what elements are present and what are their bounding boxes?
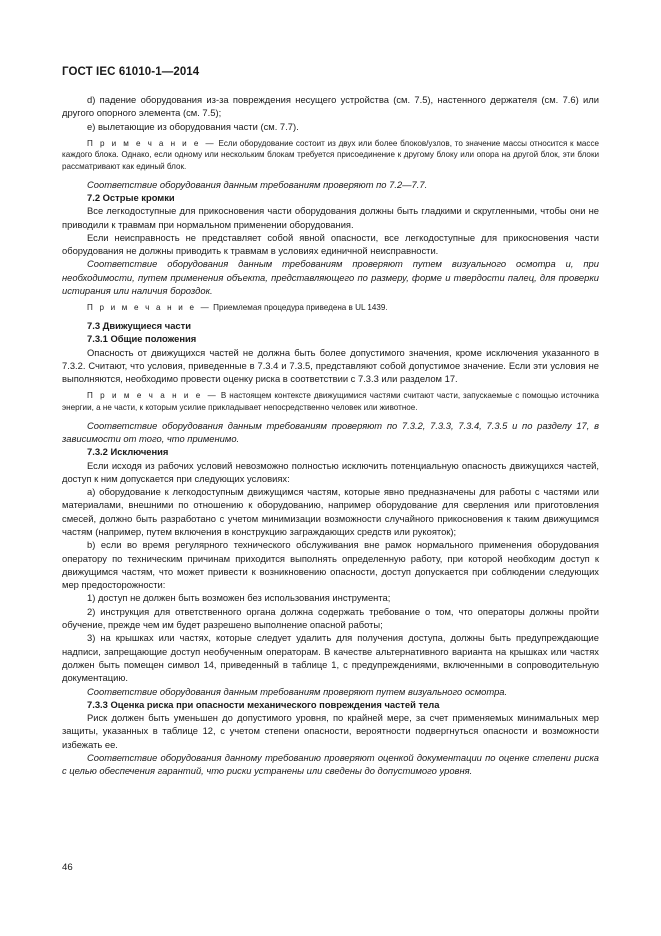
- list-item-b: b) если во время регулярного технического обслуживания вне рамок нормального применения оборудования оператору по техническим причинам приходится выполнять определенную работу, при которой необходим доступ к движущимся частям, что может привести к возникновению опасности, доступ допускается при соблюдении следующих мер предосторожности:: [62, 539, 599, 591]
- compliance-statement: Соответствие оборудования данным требованиям проверяют по 7.2—7.7.: [87, 178, 428, 190]
- note-2: [62, 302, 599, 314]
- page-number: 46: [62, 862, 73, 873]
- note-text: Если оборудование состоит из двух или более блоков/узлов, то значение массы относится к массе каждого блока. Однако, если одному или нескольким блокам требуется присоединение к другому блоку или опора на другой блок, эти блоки рассматривают как единый блок.: [62, 138, 599, 172]
- paragraph: Опасность от движущихся частей не должна быть более допустимого значения, кроме исключения указанного в 7.3.2. Считают, что условия, приведенные в 7.3.4 и 7.3.5, представляют собой допустимое значение. Если эти условия не выполняются, необходимо провести оценку риска в соответствии с 7.3.3 или разделом 17.: [62, 346, 599, 385]
- compliance-statement: Соответствие оборудования данным требованиям проверяют путем визуального осмотра.: [87, 685, 508, 697]
- section-heading-7-2: 7.2 Острые кромки: [87, 191, 175, 203]
- compliance-statement: Соответствие оборудования данным требованиям проверяют по 7.3.2, 7.3.3, 7.3.4, 7.3.5 и по разделу 17, в зависимости от того, что применимо.: [62, 419, 599, 444]
- note-label: П р и м е ч а н и е —: [87, 303, 211, 313]
- compliance-statement: Соответствие оборудования данным требованиям проверяют путем визуального осмотра и, при необходимости, путем применения объекта, представляющего по размеру, форме и твердости палец, для проверки истирания или наличия бороздок.: [62, 258, 599, 297]
- list-item-b1: 1) доступ не должен быть возможен без использования инструмента;: [87, 592, 391, 604]
- paragraph: Риск должен быть уменьшен до допустимого уровня, по крайней мере, за счет применяемых минимальных мер защиты, указанных в таблице 12, с учетом степени опасности, вероятности подвергнуться опасности и возможности избежать ее.: [62, 712, 599, 750]
- section-heading-7-3-1: 7.3.1 Общие положения: [87, 333, 197, 345]
- section-heading-7-3: 7.3 Движущиеся части: [87, 319, 191, 331]
- note-3: [62, 390, 599, 413]
- section-heading-7-3-2: 7.3.2 Исключения: [87, 446, 169, 458]
- paragraph: Все легкодоступные для прикосновения части оборудования должны быть гладкими и скругленными, чтобы они не приводили к травмам при нормальном применении оборудования.: [62, 205, 599, 230]
- compliance-statement: Соответствие оборудования данному требованию проверяют оценкой документации по оценке степени риска с целью обеспечения гарантий, что риски устранены или сведены до допустимого уровня.: [62, 752, 599, 777]
- note-1: [62, 138, 599, 173]
- note-text: В настоящем контексте движущимися частями считают части, запускаемые с помощью источника энергии, а не части, к которым усилие прикладывает непосредственно человек или животное.: [62, 391, 599, 413]
- list-item-a: a) оборудование к легкодоступным движущимся частям, которые явно предназначены для работы с частями или материалами, внешними по отношению к оборудованию, например оборудование для сверления или приготовления смесей, должно быть разработано с учетом минимизации возможности случайного прикосновения к таким движущимся частям (например, путем включения в конструкцию заграждающих средств или рукояток);: [62, 486, 599, 537]
- list-item-b3: 3) на крышках или частях, которые следует удалить для получения доступа, должны быть предупреждающие надписи, запрещающие доступ необученным операторам. В качестве альтернативного варианта на крышках или частях должен быть помещен символ 14, приведенный в таблице 1, с предупреждениями, включенными в сопроводительную документацию.: [62, 632, 599, 684]
- list-item-b2: 2) инструкция для ответственного органа должна содержать требование о том, что операторы должны пройти обучение, прежде чем им будет разрешено выполнение опасной работы;: [62, 605, 599, 631]
- list-item-d: d) падение оборудования из-за повреждения несущего устройства (см. 7.5), настенного держателя (см. 7.6) или другого опорного элемента (см. 7.5);: [62, 94, 599, 119]
- note-label: П р и м е ч а н и е —: [87, 391, 218, 401]
- list-item-e: e) вылетающие из оборудования части (см. 7.7).: [87, 120, 299, 132]
- note-label: П р и м е ч а н и е —: [87, 138, 216, 148]
- paragraph: Если исходя из рабочих условий невозможно полностью исключить потенциальную опасность движущихся частей, доступ к ним допускается при следующих условиях:: [62, 459, 599, 484]
- page-body: [62, 93, 599, 778]
- note-text: Приемлемая процедура приведена в UL 1439.: [213, 303, 388, 313]
- section-heading-7-3-3: 7.3.3 Оценка риска при опасности механического повреждения частей тела: [87, 698, 440, 710]
- paragraph: Если неисправность не представляет собой явной опасности, все легкодоступные для прикосновения части оборудования не должны приводить к травмам в условиях единичной неисправности.: [62, 231, 599, 257]
- standard-header: ГОСТ IEC 61010-1—2014: [62, 66, 200, 78]
